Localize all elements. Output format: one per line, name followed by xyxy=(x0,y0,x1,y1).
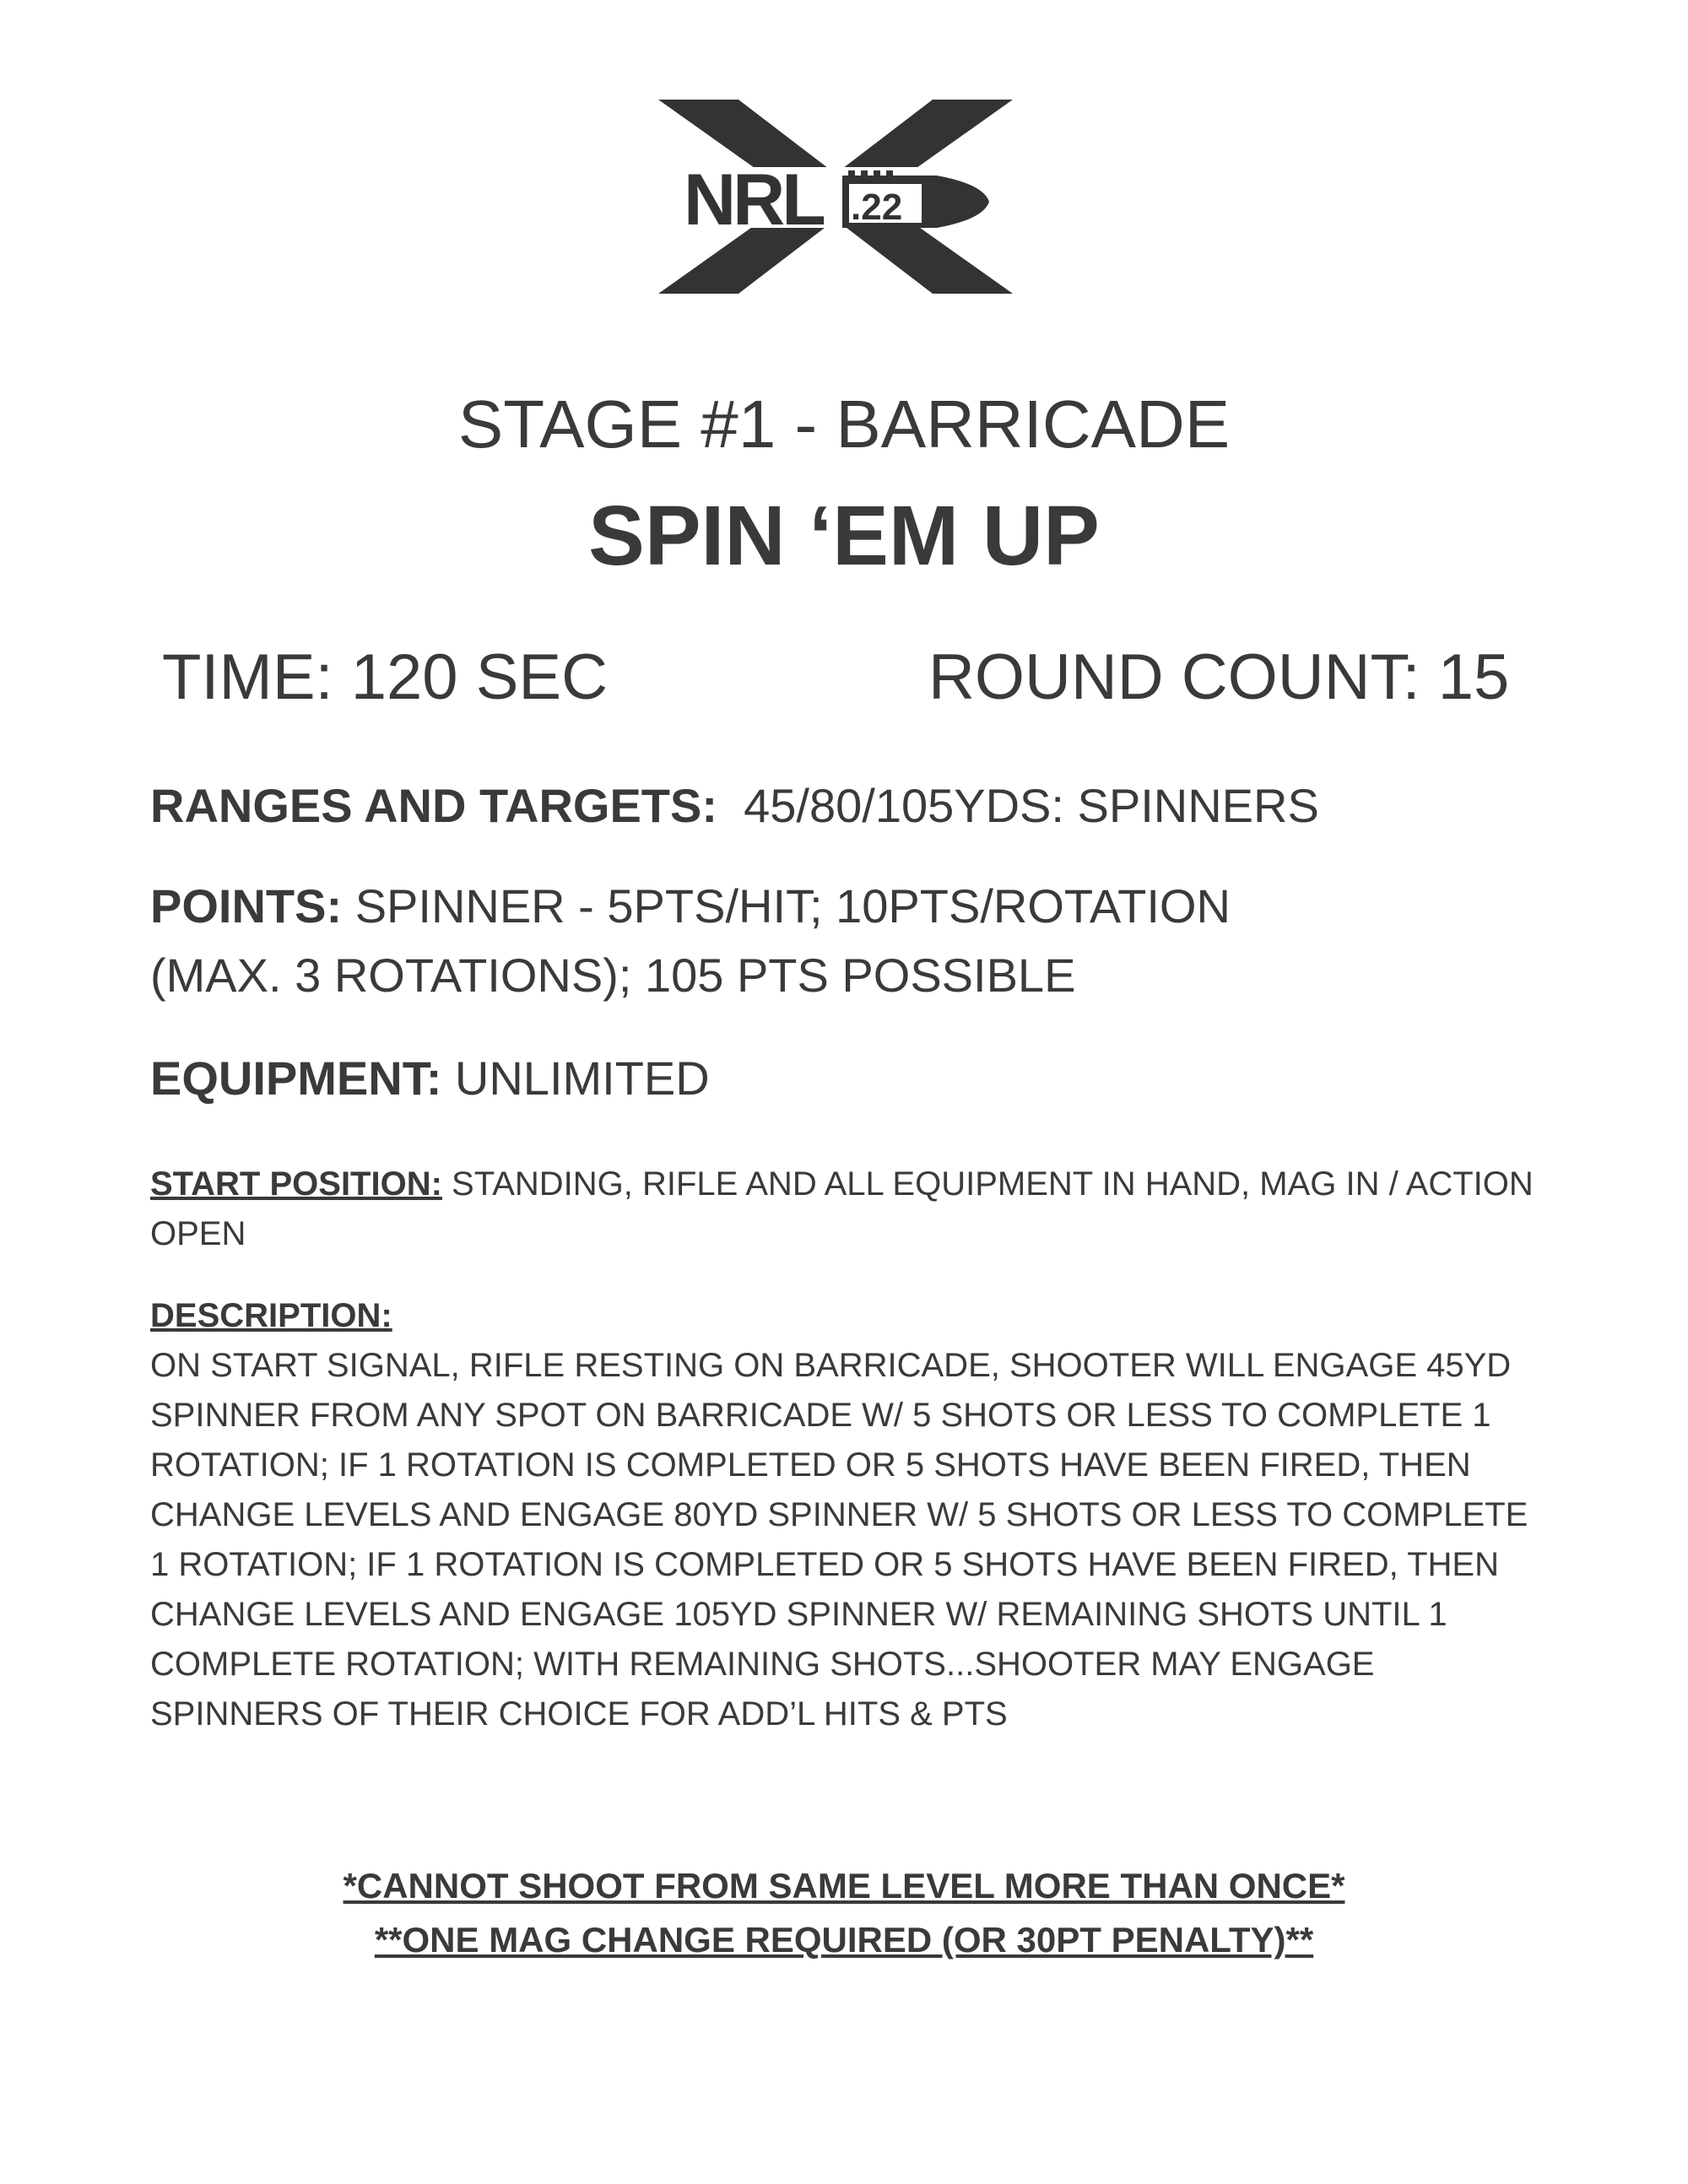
equipment-section xyxy=(150,1044,1568,1113)
ranges-label: RANGES AND TARGETS: xyxy=(150,779,717,832)
logo-caliber-text: .22 xyxy=(851,187,903,228)
description-section xyxy=(150,1291,1551,1739)
start-position-section xyxy=(150,1160,1551,1259)
equipment-value: UNLIMITED xyxy=(454,1051,710,1105)
start-position-label: START POSITION: xyxy=(150,1165,442,1203)
points-label: POINTS: xyxy=(150,879,343,933)
stage-heading: STAGE #1 - BARRICADE xyxy=(457,387,1231,462)
rule-notes xyxy=(0,1859,1688,1967)
description-text: ON START SIGNAL, RIFLE RESTING ON BARRICADE, SHOOTER WILL ENGAGE 45YD SPINNER FROM ANY SPOT ON BARRICADE W/ 5 SHOTS OR LESS TO COMPLETE 1 ROTATION; IF 1 ROTATION IS COMPLETED OR 5 SHOTS HAVE BEEN FIRED, THEN CHANGE LEVELS AND ENGAGE 80YD SPINNER W/ 5 SHOTS OR LESS TO COMPLETE 1 ROTATION; IF 1 ROTATION IS COMPLETED OR 5 SHOTS HAVE BEEN FIRED, THEN CHANGE LEVELS AND ENGAGE 105YD SPINNER W/ REMAINING SHOTS UNTIL 1 COMPLETE ROTATION; WITH REMAINING SHOTS...SHOOTER MAY ENGAGE SPINNERS OF THEIR CHOICE FOR ADD’L HITS & PTS xyxy=(150,1347,1528,1733)
description-label: DESCRIPTION: xyxy=(150,1297,392,1334)
equipment-label: EQUIPMENT: xyxy=(150,1051,442,1105)
note-mag-change: **ONE MAG CHANGE REQUIRED (OR 30PT PENALTY)** xyxy=(374,1920,1314,1960)
stage-title: SPIN ‘EM UP xyxy=(588,489,1100,583)
points-value-line2: (MAX. 3 ROTATIONS); 105 PTS POSSIBLE xyxy=(150,949,1076,1002)
ranges-value: 45/80/105YDS: SPINNERS xyxy=(744,779,1319,832)
nrl22-logo xyxy=(658,100,1013,294)
points-value-line1: SPINNER - 5PTS/HIT; 10PTS/ROTATION xyxy=(354,879,1231,933)
start-position-value: STANDING, RIFLE AND ALL EQUIPMENT IN HAND, MAG IN / ACTION OPEN xyxy=(150,1165,1534,1252)
time-limit: TIME: 120 SEC xyxy=(162,641,608,713)
round-count: ROUND COUNT: 15 xyxy=(928,641,1510,713)
points-section xyxy=(150,872,1568,1010)
ranges-and-targets xyxy=(150,771,1568,841)
logo-brand-text: NRL xyxy=(684,159,823,241)
note-same-level: *CANNOT SHOOT FROM SAME LEVEL MORE THAN ONCE* xyxy=(343,1866,1345,1906)
